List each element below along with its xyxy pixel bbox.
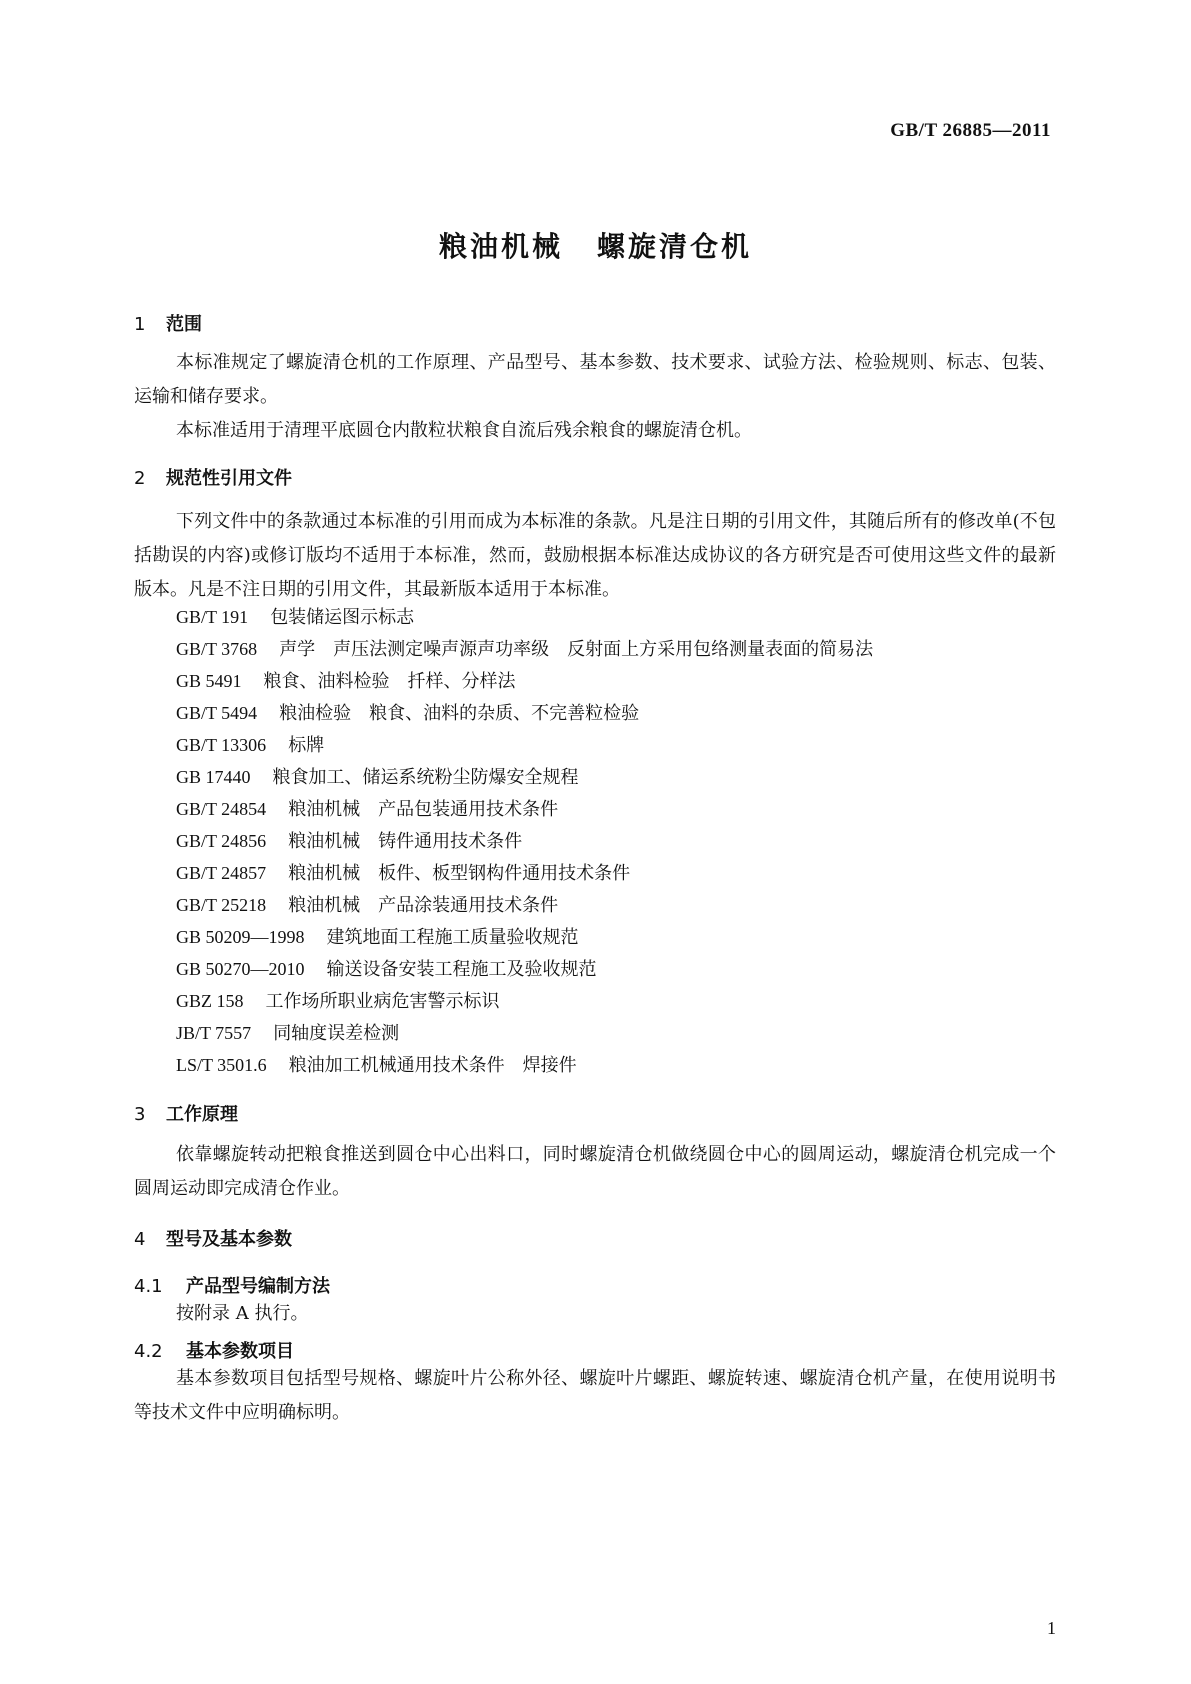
reference-code: GB/T 3768 — [176, 639, 258, 659]
title-part-1: 粮油机械 — [438, 230, 563, 263]
reference-title: 声学 声压法测定噪声源声功率级 反射面上方采用包络测量表面的简易法 — [279, 639, 874, 660]
reference-code: GB 50270—2010 — [176, 959, 305, 979]
reference-code: GB/T 24856 — [176, 831, 267, 851]
reference-title: 粮油机械 产品涂装通用技术条件 — [288, 895, 559, 916]
reference-code: GB 5491 — [176, 671, 242, 691]
reference-code: GB/T 24857 — [176, 863, 267, 883]
reference-title: 包装储运图示标志 — [270, 607, 415, 628]
reference-code: GB/T 191 — [176, 607, 249, 627]
subsection-4-2-heading — [134, 1337, 294, 1363]
reference-title: 粮食、油料检验 扦样、分样法 — [263, 671, 516, 692]
section-number: 2 — [134, 468, 146, 489]
reference-item — [176, 1021, 399, 1046]
reference-code: GBZ 158 — [176, 991, 244, 1011]
reference-title: 标牌 — [288, 735, 325, 756]
reference-title: 粮油机械 铸件通用技术条件 — [288, 831, 523, 852]
reference-code: GB/T 13306 — [176, 735, 267, 755]
subsection-4-1-text: 按附录 A 执行。 — [176, 1303, 309, 1324]
reference-title: 粮油机械 产品包装通用技术条件 — [288, 799, 559, 820]
reference-item — [176, 957, 597, 982]
section-1-heading — [134, 310, 202, 336]
subsection-number: 4.2 — [134, 1341, 163, 1362]
reference-title: 输送设备安装工程施工及验收规范 — [326, 959, 597, 980]
reference-item — [176, 637, 873, 662]
reference-code: GB 50209—1998 — [176, 927, 305, 947]
reference-item — [176, 989, 500, 1014]
reference-title: 粮油加工机械通用技术条件 焊接件 — [288, 1055, 577, 1076]
reference-title: 粮食加工、储运系统粉尘防爆安全规程 — [272, 767, 579, 788]
reference-item — [176, 701, 639, 726]
document-title — [0, 225, 1191, 265]
reference-code: GB/T 5494 — [176, 703, 258, 723]
reference-code: GB/T 24854 — [176, 799, 267, 819]
section-title: 范围 — [166, 314, 202, 335]
reference-item — [176, 733, 324, 758]
subsection-number: 4.1 — [134, 1276, 163, 1297]
reference-title: 建筑地面工程施工质量验收规范 — [326, 927, 579, 948]
section-1-paragraph-2: 本标准适用于清理平底圆仓内散粒状粮食自流后残余粮食的螺旋清仓机。 — [176, 420, 752, 441]
section-3-paragraph: 依靠螺旋转动把粮食推送到圆仓中心出料口，同时螺旋清仓机做绕圆仓中心的圆周运动，螺旋清仓机完成一个圆周运动即完成清仓作业。 — [134, 1144, 1056, 1199]
reference-item — [176, 765, 579, 790]
subsection-title: 基本参数项目 — [186, 1341, 294, 1362]
reference-code: GB/T 25218 — [176, 895, 267, 915]
section-number: 3 — [134, 1104, 146, 1125]
reference-title: 同轴度误差检测 — [273, 1023, 400, 1044]
reference-item — [176, 1053, 577, 1078]
section-2-heading — [134, 464, 292, 490]
section-title: 工作原理 — [166, 1104, 238, 1125]
reference-item — [176, 605, 414, 630]
reference-item — [176, 797, 558, 822]
section-title: 型号及基本参数 — [166, 1229, 292, 1250]
section-4-heading — [134, 1225, 292, 1251]
section-number: 4 — [134, 1229, 146, 1250]
standard-number: GB/T 26885—2011 — [890, 120, 1051, 141]
title-part-2: 螺旋清仓机 — [597, 230, 753, 263]
reference-item — [176, 925, 579, 950]
subsection-title: 产品型号编制方法 — [186, 1276, 330, 1297]
section-2-intro: 下列文件中的条款通过本标准的引用而成为本标准的条款。凡是注日期的引用文件，其随后所有的修改单(不包括勘误的内容)或修订版均不适用于本标准，然而，鼓励根据本标准达成协议的各方研究是否可使用这些文件的最新版本。凡是不注日期的引用文件，其最新版本适用于本标准。 — [134, 511, 1056, 600]
page-number: 1 — [1047, 1618, 1056, 1638]
reference-code: GB 17440 — [176, 767, 251, 787]
section-number: 1 — [134, 314, 146, 335]
reference-item — [176, 861, 630, 886]
section-3-heading — [134, 1100, 238, 1126]
reference-title: 工作场所职业病危害警示标识 — [265, 991, 500, 1012]
reference-item — [176, 829, 522, 854]
subsection-4-1-heading — [134, 1272, 330, 1298]
reference-item — [176, 893, 558, 918]
reference-code: JB/T 7557 — [176, 1023, 252, 1043]
subsection-4-2-text: 基本参数项目包括型号规格、螺旋叶片公称外径、螺旋叶片螺距、螺旋转速、螺旋清仓机产量，在使用说明书等技术文件中应明确标明。 — [134, 1368, 1056, 1423]
reference-title: 粮油机械 板件、板型钢构件通用技术条件 — [288, 863, 631, 884]
reference-item — [176, 669, 516, 694]
section-title: 规范性引用文件 — [166, 468, 292, 489]
reference-code: LS/T 3501.6 — [176, 1055, 267, 1075]
reference-title: 粮油检验 粮食、油料的杂质、不完善粒检验 — [279, 703, 640, 724]
section-1-paragraph-1: 本标准规定了螺旋清仓机的工作原理、产品型号、基本参数、技术要求、试验方法、检验规则、标志、包装、运输和储存要求。 — [134, 352, 1056, 407]
